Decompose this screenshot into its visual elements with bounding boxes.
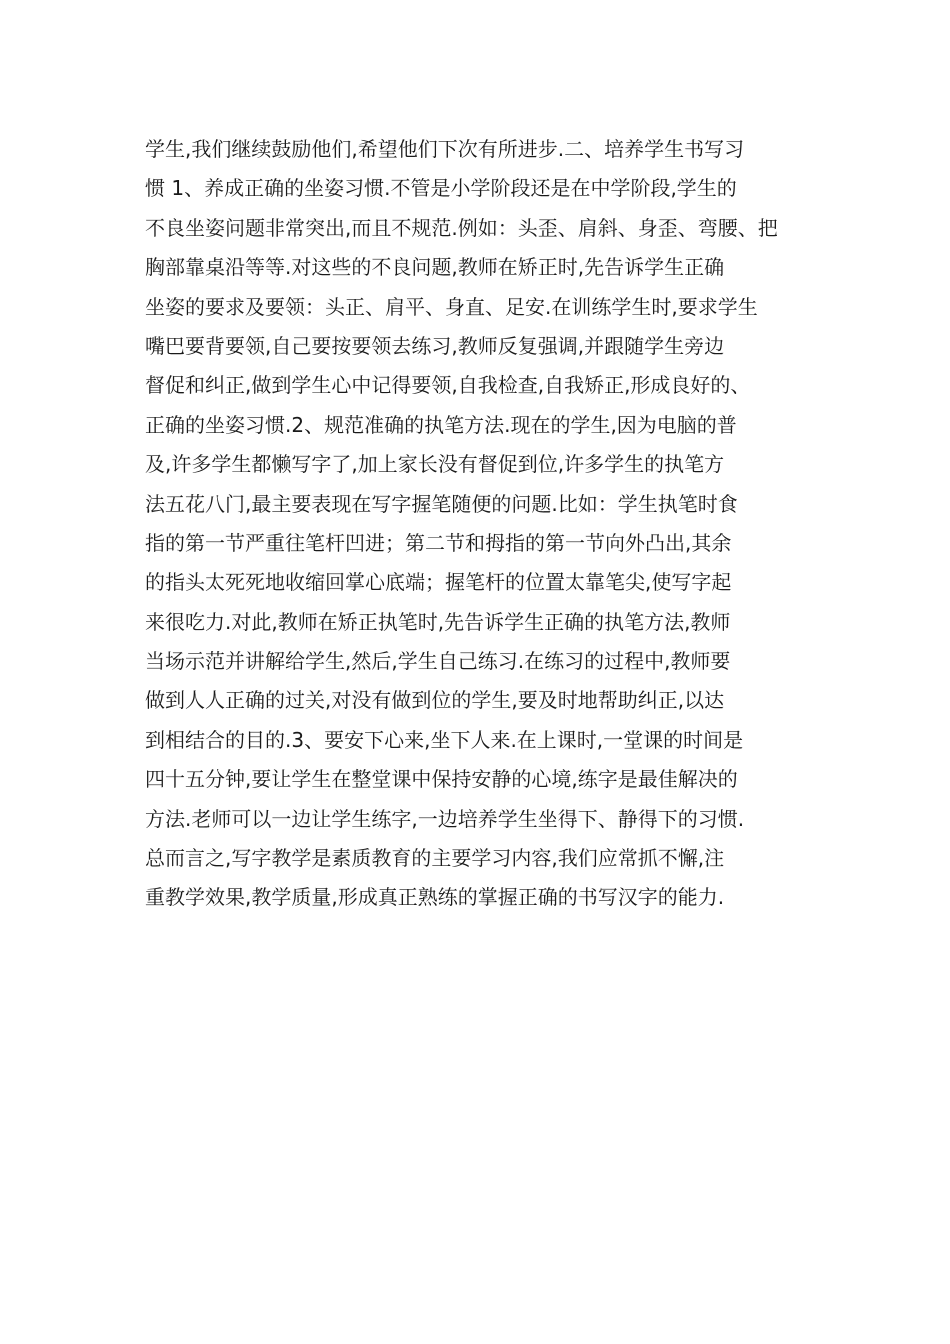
text-line: 法五花八门,最主要表现在写字握笔随便的问题.比如：学生执笔时食 bbox=[145, 491, 738, 516]
text-line: 惯 1、养成正确的坐姿习惯.不管是小学阶段还是在中学阶段,学生的 bbox=[145, 176, 737, 201]
text-line: 督促和纠正,做到学生心中记得要领,自我检查,自我矫正,形成良好的、 bbox=[145, 373, 751, 398]
text-line: 重教学效果,教学质量,形成真正熟练的掌握正确的书写汉字的能力. bbox=[145, 885, 725, 910]
text-line: 及,许多学生都懒写字了,加上家长没有督促到位,许多学生的执笔方 bbox=[145, 452, 725, 477]
text-line: 到相结合的目的.3、要安下心来,坐下人来.在上课时,一堂课的时间是 bbox=[145, 727, 744, 752]
text-line: 的指头太死死地收缩回掌心底端；握笔杆的位置太靠笔尖,使写字起 bbox=[145, 570, 732, 595]
text-line: 嘴巴要背要领,自己要按要领去练习,教师反复强调,并跟随学生旁边 bbox=[145, 333, 725, 358]
body-paragraph bbox=[145, 130, 815, 918]
text-line: 学生,我们继续鼓励他们,希望他们下次有所进步.二、培养学生书写习 bbox=[145, 137, 745, 161]
text-line: 当场示范并讲解给学生,然后,学生自己练习.在练习的过程中,教师要 bbox=[145, 649, 731, 674]
text-line: 做到人人正确的过关,对没有做到位的学生,要及时地帮助纠正,以达 bbox=[145, 688, 725, 713]
text-line: 坐姿的要求及要领：头正、肩平、身直、足安.在训练学生时,要求学生 bbox=[145, 294, 758, 319]
text-line: 四十五分钟,要让学生在整堂课中保持安静的心境,练字是最佳解决的 bbox=[145, 767, 738, 792]
text-line: 指的第一节严重往笔杆凹进；第二节和拇指的第一节向外凸出,其余 bbox=[145, 530, 732, 555]
text-line: 不良坐姿问题非常突出,而且不规范.例如：头歪、肩斜、身歪、弯腰、把 bbox=[145, 215, 778, 240]
text-line: 正确的坐姿习惯.2、规范准确的执笔方法.现在的学生,因为电脑的普 bbox=[145, 412, 737, 437]
text-line: 胸部靠桌沿等等.对这些的不良问题,教师在矫正时,先告诉学生正确 bbox=[145, 255, 725, 280]
text-line: 方法.老师可以一边让学生练字,一边培养学生坐得下、静得下的习惯. bbox=[145, 806, 745, 831]
text-line: 来很吃力.对此,教师在矫正执笔时,先告诉学生正确的执笔方法,教师 bbox=[145, 609, 731, 634]
text-line: 总而言之,写字教学是素质教育的主要学习内容,我们应常抓不懈,注 bbox=[145, 846, 725, 871]
